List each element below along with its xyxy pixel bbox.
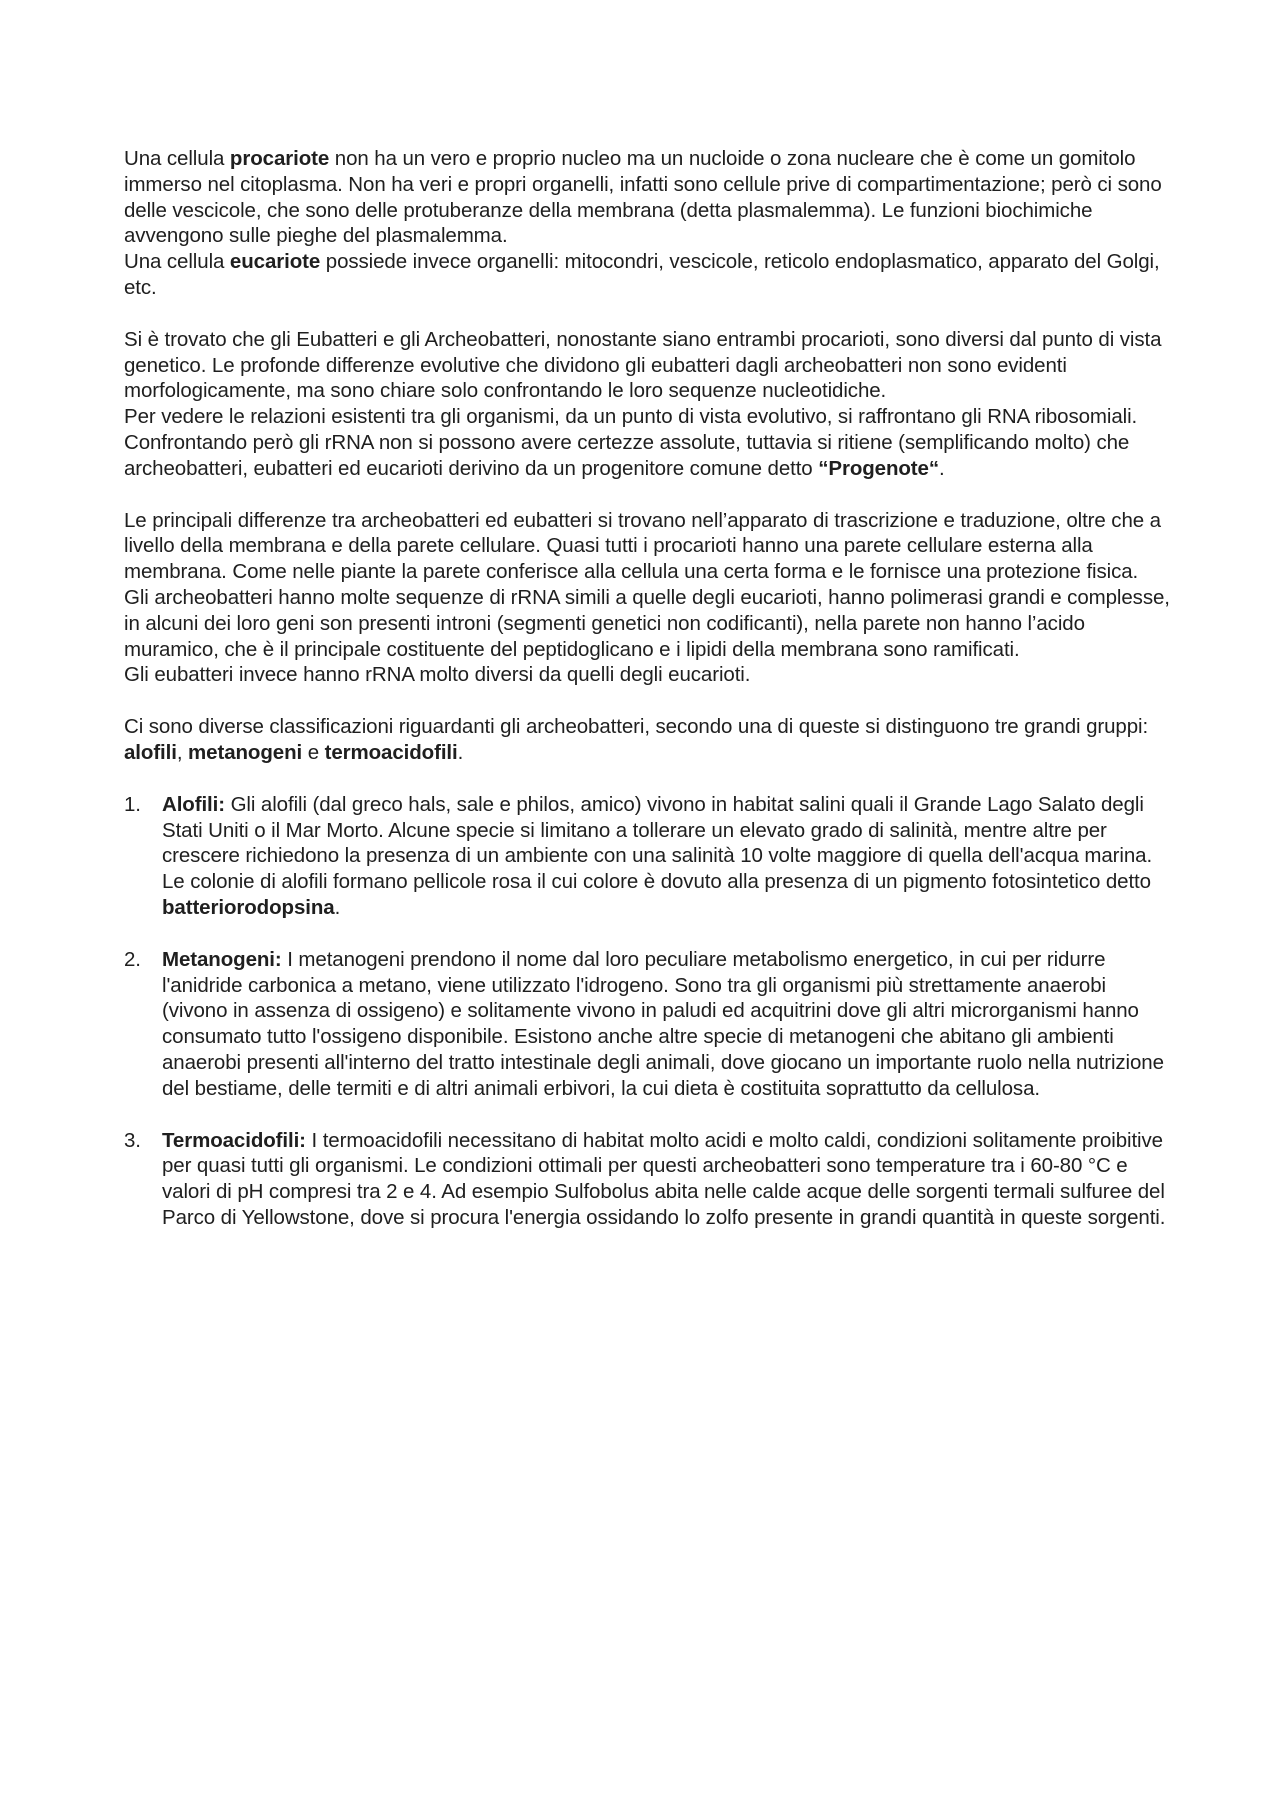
term-progenote: “Progenote“ xyxy=(818,456,939,480)
paragraph-eubatteri-archeobatteri: Si è trovato che gli Eubatteri e gli Archeobatteri, nonostante siano entrambi procarioti, sono diversi dal punto di vista genetico. Le profonde differenze evolutive che dividono gli eubatteri dagli archeobatteri non sono evidenti morfologicamente, ma sono chiare solo confrontando le loro sequenze nucleotidiche. xyxy=(124,327,1162,403)
groups-list xyxy=(124,792,1174,1231)
list-number: 3. xyxy=(124,1128,141,1152)
term-alofili: alofili xyxy=(124,740,177,764)
paragraph-differenze: Le principali differenze tra archeobatteri ed eubatteri si trovano nell’apparato di trascrizione e traduzione, oltre che a livello della membrana e della parete cellulare. Quasi tutti i procarioti hanno una parete cellulare esterna alla membrana. Come nelle piante la parete conferisce alla cellula una certa forma e le fornisce una protezione fisica. xyxy=(124,508,1161,584)
paragraph-archeobatteri-rrna: Gli archeobatteri hanno molte sequenze di rRNA simili a quelle degli eucarioti, hanno polimerasi grandi e complesse, in alcuni dei loro geni son presenti introni (segmenti genetici non codificanti), nella parete non hanno l’acido muramico, che è il principale costituente del peptidoglicano e i lipidi della membrana sono ramificati. xyxy=(124,585,1170,661)
paragraph-eucariote xyxy=(124,249,1174,301)
text: . xyxy=(939,456,945,480)
list-item-metanogeni xyxy=(124,947,1174,1102)
text: possiede invece organelli: mitocondri, vescicole, reticolo endoplasmatico, apparato del Golgi, etc. xyxy=(124,250,1160,299)
document-page xyxy=(124,146,1174,1257)
text: non ha un vero e proprio nucleo ma un nucloide o zona nucleare che è come un gomitolo immerso nel citoplasma. Non ha veri e propri organelli, infatti sono cellule prive di compartimentazione; però ci sono delle vescicole, che sono delle protuberanze della membrana (detta plasmalemma). Le funzioni biochimiche avvengono sulle pieghe del plasmalemma. xyxy=(124,147,1162,248)
list-item-title: Alofili: xyxy=(162,792,225,816)
text: Per vedere le relazioni esistenti tra gli organismi, da un punto di vista evolutivo, si raffrontano gli RNA ribosomiali. Confrontando però gli rRNA non si possono avere certezze assolute, tuttavia si ritiene (semplificando molto) che archeobatteri, eubatteri ed eucarioti derivino da un progenitore comune detto xyxy=(124,405,1138,480)
list-item-termoacidofili xyxy=(124,1128,1174,1231)
paragraph-procariote xyxy=(124,146,1174,249)
spacer xyxy=(124,482,1174,508)
term-batteriorodopsina: batteriorodopsina xyxy=(162,895,335,919)
text: . xyxy=(334,895,341,919)
list-item-title: Metanogeni: xyxy=(162,947,282,971)
term-eucariote: eucariote xyxy=(229,250,321,274)
text: Ci sono diverse classificazioni riguardanti gli archeobatteri, secondo una di queste si distinguono tre grandi gruppi: xyxy=(124,715,1149,739)
list-item-text: I termoacidofili necessitano di habitat molto acidi e molto caldi, condizioni solitamente proibitive per quasi tutti gli organismi. Le condizioni ottimali per questi archeobatteri sono temperature tra i 60-80 °C e valori di pH compresi tra 2 e 4. Ad esempio Sulfobolus abita nelle calde acque delle sorgenti termali sulfuree del Parco di Yellowstone, dove si procura l'energia ossidando lo zolfo presente in grandi quantità in queste sorgenti. xyxy=(162,1128,1166,1229)
list-item-text: Gli alofili (dal greco hals, sale e philos, amico) vivono in habitat salini quali il Grande Lago Salato degli Stati Uniti o il Mar Morto. Alcune specie si limitano a tollerare un elevato grado di salinità, mentre altre per crescere richiedono la presenza di un ambiente con una salinità 10 volte maggiore di quella dell'acqua marina. Le colonie di alofili formano pellicole rosa il cui colore è dovuto alla presenza di un pigmento fotosintetico detto xyxy=(162,792,1153,894)
spacer xyxy=(124,688,1174,714)
term-metanogeni: metanogeni xyxy=(188,740,303,764)
list-item-alofili xyxy=(124,792,1174,921)
paragraph-classificazioni xyxy=(124,714,1174,766)
spacer xyxy=(124,301,1174,327)
text: Una cellula xyxy=(124,250,230,274)
list-number: 2. xyxy=(124,947,141,971)
list-item-text: I metanogeni prendono il nome dal loro peculiare metabolismo energetico, in cui per ridurre l'anidride carbonica a metano, viene utilizzato l'idrogeno. Sono tra gli organismi più strettamente anaerobi (vivono in assenza di ossigeno) e solitamente vivono in paludi ed acquitrini dove gli altri microrganismi hanno consumato tutto l'ossigeno disponibile. Esistono anche altre specie di metanogeni che abitano gli ambienti anaerobi presenti all'interno del tratto intestinale degli animali, dove giocano un importante ruolo nella nutrizione del bestiame, delle termiti e di altri animali erbivori, la cui dieta è costituita soprattutto da cellulosa. xyxy=(162,947,1164,1100)
text: Una cellula xyxy=(124,147,230,170)
text: . xyxy=(457,740,464,764)
text: e xyxy=(302,740,325,764)
list-item-title: Termoacidofili: xyxy=(162,1128,306,1152)
term-termoacidofili: termoacidofili xyxy=(324,740,458,764)
paragraph-progenote xyxy=(124,404,1174,481)
term-procariote: procariote xyxy=(229,147,330,170)
list-number: 1. xyxy=(124,792,141,816)
text: , xyxy=(176,740,189,764)
spacer xyxy=(124,766,1174,792)
paragraph-eubatteri-rrna: Gli eubatteri invece hanno rRNA molto diversi da quelli degli eucarioti. xyxy=(124,663,751,687)
